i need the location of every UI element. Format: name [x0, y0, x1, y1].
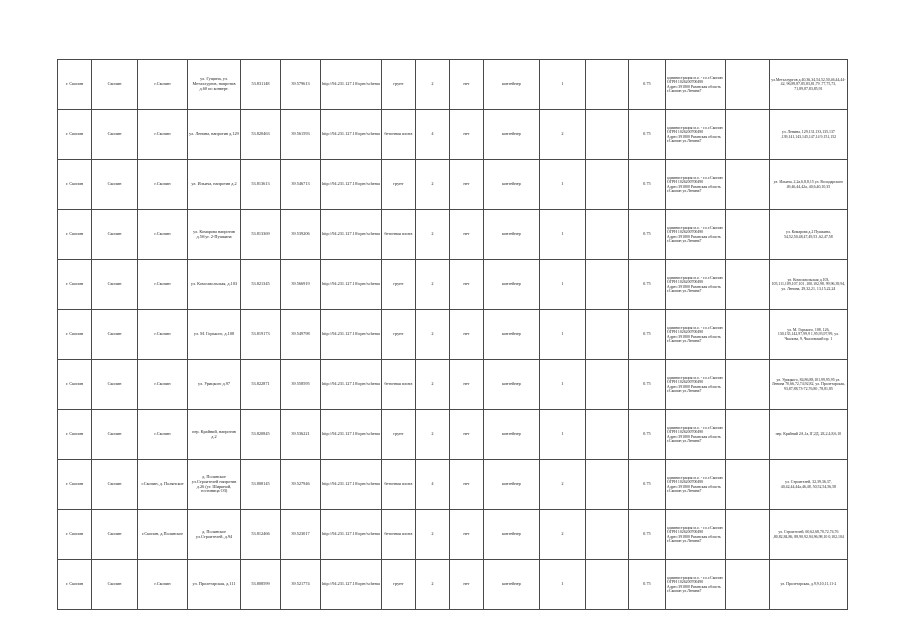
address-cell: д. Полянское ул.Строителей, д.94	[188, 510, 241, 560]
area-cell: 2	[415, 60, 449, 110]
address-cell: ул. Пролетарская, д.111	[188, 560, 241, 610]
container-type-cell: контейнер	[483, 410, 539, 460]
empty-cell-2	[725, 110, 769, 160]
empty-cell	[585, 360, 628, 410]
owner-cell: администрация м.о. - г.о.г.Скопин ОГРН 1026200700490 Адрес:391800 Рязанская область г.Скопин ул.Ленина7	[665, 60, 725, 110]
canopy-cell: нет	[449, 260, 483, 310]
area-cell: 2	[415, 260, 449, 310]
surface-cell: бетонная плита	[381, 460, 415, 510]
empty-cell-2	[725, 510, 769, 560]
empty-cell	[585, 510, 628, 560]
area-cell: 2	[415, 510, 449, 560]
empty-cell	[585, 60, 628, 110]
district-cell: г. Скопин	[58, 60, 92, 110]
longitude-cell: 39.536221	[281, 410, 321, 460]
area-cell: 4	[415, 460, 449, 510]
locality-cell: г.Скопин	[138, 260, 188, 310]
volume-cell: 0.75	[628, 60, 665, 110]
empty-cell	[585, 110, 628, 160]
empty-cell-2	[725, 360, 769, 410]
container-count-cell: 1	[539, 360, 585, 410]
table-row	[58, 260, 848, 310]
empty-cell-2	[725, 410, 769, 460]
surface-cell: бетонная плита	[381, 360, 415, 410]
longitude-cell: 39.523017	[281, 510, 321, 560]
map-link-cell: http://94.231.127.10/oper/schema	[321, 210, 382, 260]
container-type-cell: контейнер	[483, 60, 539, 110]
address-cell: ул. Комарова напротив д.5б/уг. 2-Пушкина	[188, 210, 241, 260]
container-count-cell: 2	[539, 110, 585, 160]
table-row	[58, 560, 848, 610]
served-objects-cell: ул. М. Горького, 108, 126, 130,135,142,97,99,9 1,95,93,97,99, ул. Чкалова, 9, Чкаловский пр. 1	[769, 310, 847, 360]
longitude-cell: 39.546713	[281, 160, 321, 210]
area-cell: 2	[415, 210, 449, 260]
served-objects-cell: ул. Ленина, 129,131,133,135,137 ,139,141,143,145,147,14 9,151,152	[769, 110, 847, 160]
volume-cell: 0.75	[628, 260, 665, 310]
address-cell: пер. Крайний, напротив д.2	[188, 410, 241, 460]
table-body	[58, 60, 848, 610]
area-cell: 2	[415, 160, 449, 210]
owner-cell: администрация м.о. - г.о.г.Скопин ОГРН 1026200700490 Адрес:391800 Рязанская область г.Скопин ул.Ленина7	[665, 410, 725, 460]
area-cell: 2	[415, 560, 449, 610]
settlement-cell: Скопин	[92, 110, 138, 160]
container-count-cell: 1	[539, 410, 585, 460]
served-objects-cell: ул. Ильича, 2,2а,6,8,8,15 ул. Володарского 49,46,44,42а, 40,6,40,10,35	[769, 160, 847, 210]
settlement-cell: Скопин	[92, 460, 138, 510]
longitude-cell: 39.566919	[281, 260, 321, 310]
canopy-cell: нет	[449, 460, 483, 510]
owner-cell: администрация м.о. - г.о.г.Скопин ОГРН 1026200700490 Адрес:391800 Рязанская область г.Скопин ул.Ленина7	[665, 160, 725, 210]
empty-cell-2	[725, 210, 769, 260]
locality-cell: г.Скопин	[138, 60, 188, 110]
container-count-cell: 1	[539, 160, 585, 210]
empty-cell	[585, 210, 628, 260]
address-cell: ул. М. Горького, д.108	[188, 310, 241, 360]
latitude-cell: 53.820845	[241, 410, 281, 460]
surface-cell: грунт	[381, 410, 415, 460]
canopy-cell: нет	[449, 110, 483, 160]
locality-cell: г.Скопин	[138, 310, 188, 360]
area-cell: 2	[415, 310, 449, 360]
latitude-cell: 53.822871	[241, 360, 281, 410]
district-cell: г. Скопин	[58, 160, 92, 210]
owner-cell: администрация м.о. - г.о.г.Скопин ОГРН 1026200700490 Адрес:391800 Рязанская область г.Скопин ул.Ленина7	[665, 310, 725, 360]
container-count-cell: 1	[539, 310, 585, 360]
latitude-cell: 53.820463	[241, 110, 281, 160]
longitude-cell: 39.561593	[281, 110, 321, 160]
table-row	[58, 60, 848, 110]
locality-cell: г.Скопин, д. Полянское	[138, 460, 188, 510]
container-type-cell: контейнер	[483, 460, 539, 510]
empty-cell	[585, 410, 628, 460]
surface-cell: бетонная плита	[381, 110, 415, 160]
volume-cell: 0.75	[628, 210, 665, 260]
map-link-cell: http://94.231.127.10/oper/schema	[321, 60, 382, 110]
settlement-cell: Скопин	[92, 160, 138, 210]
surface-cell: грунт	[381, 60, 415, 110]
canopy-cell: нет	[449, 310, 483, 360]
owner-cell: администрация м.о. - г.о.г.Скопин ОГРН 1026200700490 Адрес:391800 Рязанская область г.Скопин ул.Ленина7	[665, 560, 725, 610]
owner-cell: администрация м.о. - г.о.г.Скопин ОГРН 1026200700490 Адрес:391800 Рязанская область г.Скопин ул.Ленина7	[665, 210, 725, 260]
owner-cell: администрация м.о. - г.о.г.Скопин ОГРН 1026200700490 Адрес:391800 Рязанская область г.Скопин ул.Ленина7	[665, 460, 725, 510]
map-link-cell: http://94.231.127.10/oper/schema	[321, 260, 382, 310]
empty-cell-2	[725, 460, 769, 510]
district-cell: г. Скопин	[58, 110, 92, 160]
container-type-cell: контейнер	[483, 510, 539, 560]
longitude-cell: 39.527946	[281, 460, 321, 510]
volume-cell: 0.75	[628, 310, 665, 360]
canopy-cell: нет	[449, 360, 483, 410]
canopy-cell: нет	[449, 60, 483, 110]
served-objects-cell: ул. Строителей, 60,62,68,70,72,74,76 ,80,82,84,86, 88,90,92,94,96,98,10 0,102,104	[769, 510, 847, 560]
empty-cell	[585, 310, 628, 360]
district-cell: г. Скопин	[58, 510, 92, 560]
served-objects-cell: ул. Пролетарская, д.9,9,10,11,11-2	[769, 560, 847, 610]
map-link-cell: http://94.231.127.10/oper/schema	[321, 360, 382, 410]
locality-cell: г.Скопин	[138, 410, 188, 460]
locality-cell: г.Скопин	[138, 160, 188, 210]
table-row	[58, 460, 848, 510]
table-row	[58, 210, 848, 260]
district-cell: г. Скопин	[58, 260, 92, 310]
served-objects-cell: ул. Комарова д.2 Пушкина, 54,52,50,48,47,49,53 ,62,47,58	[769, 210, 847, 260]
owner-cell: администрация м.о. - г.о.г.Скопин ОГРН 1026200700490 Адрес:391800 Рязанская область г.Скопин ул.Ленина7	[665, 260, 725, 310]
volume-cell: 0.75	[628, 110, 665, 160]
locality-cell: г.Скопин, д.Полянское	[138, 510, 188, 560]
table-row	[58, 110, 848, 160]
area-cell: 2	[415, 360, 449, 410]
surface-cell: бетонная плита	[381, 510, 415, 560]
settlement-cell: Скопин	[92, 560, 138, 610]
empty-cell-2	[725, 160, 769, 210]
canopy-cell: нет	[449, 160, 483, 210]
locality-cell: г.Скопин	[138, 560, 188, 610]
district-cell: г. Скопин	[58, 410, 92, 460]
longitude-cell: 39.549798	[281, 310, 321, 360]
container-count-cell: 1	[539, 210, 585, 260]
district-cell: г. Скопин	[58, 210, 92, 260]
district-cell: г. Скопин	[58, 460, 92, 510]
canopy-cell: нет	[449, 210, 483, 260]
empty-cell	[585, 560, 628, 610]
owner-cell: администрация м.о. - г.о.г.Скопин ОГРН 1026200700490 Адрес:391800 Рязанская область г.Скопин ул.Ленина7	[665, 360, 725, 410]
map-link-cell: http://94.231.127.10/oper/schema	[321, 560, 382, 610]
served-objects-cell: пер. Крайний 2А,1а,1Г,2Д, 2Б,2,4,8,6,10	[769, 410, 847, 460]
address-cell: ул. Урицкого д.97	[188, 360, 241, 410]
settlement-cell: Скопин	[92, 410, 138, 460]
surface-cell: грунт	[381, 310, 415, 360]
settlement-cell: Скопин	[92, 60, 138, 110]
surface-cell: грунт	[381, 260, 415, 310]
container-type-cell: контейнер	[483, 160, 539, 210]
latitude-cell: 53.819173	[241, 310, 281, 360]
empty-cell	[585, 460, 628, 510]
container-type-cell: контейнер	[483, 210, 539, 260]
map-link-cell: http://94.231.127.10/oper/schema	[321, 160, 382, 210]
canopy-cell: нет	[449, 560, 483, 610]
empty-cell-2	[725, 310, 769, 360]
volume-cell: 0.75	[628, 460, 665, 510]
area-cell: 4	[415, 110, 449, 160]
owner-cell: администрация м.о. - г.о.г.Скопин ОГРН 1026200700490 Адрес:391800 Рязанская область г.Скопин ул.Ленина7	[665, 510, 725, 560]
surface-cell: грунт	[381, 560, 415, 610]
address-cell: ул. Гущина, ул. Металлургов, напротив д.60 по конверт.	[188, 60, 241, 110]
latitude-cell: 53.831148	[241, 60, 281, 110]
served-objects-cell: ул. Комсомольская д.103, 105,111,109,107,101 ,100,102,98, 99,96,39,94, ул. Ленина, 29,32,21, 13,15,22,24	[769, 260, 847, 310]
latitude-cell: 53.808145	[241, 460, 281, 510]
settlement-cell: Скопин	[92, 310, 138, 360]
empty-cell-2	[725, 260, 769, 310]
map-link-cell: http://94.231.127.10/oper/schema	[321, 510, 382, 560]
registry-table	[57, 59, 848, 610]
container-type-cell: контейнер	[483, 110, 539, 160]
volume-cell: 0.75	[628, 160, 665, 210]
locality-cell: г.Скопин	[138, 210, 188, 260]
empty-cell-2	[725, 60, 769, 110]
volume-cell: 0.75	[628, 410, 665, 460]
container-type-cell: контейнер	[483, 310, 539, 360]
longitude-cell: 39.558595	[281, 360, 321, 410]
map-link-cell: http://94.231.127.10/oper/schema	[321, 310, 382, 360]
surface-cell: бетонная плита	[381, 210, 415, 260]
served-objects-cell: ул. Строителей, 32,39,36,37, 40,42,44,44а,46,48, 50,52,54,56,58	[769, 460, 847, 510]
district-cell: г. Скопин	[58, 360, 92, 410]
address-cell: д. Полянское ул.Строителей напротив д.26 (уг. Шириной, гостиница ОЗ)	[188, 460, 241, 510]
settlement-cell: Скопин	[92, 510, 138, 560]
container-count-cell: 1	[539, 560, 585, 610]
latitude-cell: 53.808599	[241, 560, 281, 610]
longitude-cell: 39.521774	[281, 560, 321, 610]
settlement-cell: Скопин	[92, 210, 138, 260]
district-cell: г. Скопин	[58, 560, 92, 610]
empty-cell	[585, 260, 628, 310]
latitude-cell: 53.812466	[241, 510, 281, 560]
settlement-cell: Скопин	[92, 360, 138, 410]
container-type-cell: контейнер	[483, 560, 539, 610]
latitude-cell: 53.821345	[241, 260, 281, 310]
volume-cell: 0.75	[628, 560, 665, 610]
owner-cell: администрация м.о. - г.о.г.Скопин ОГРН 1026200700490 Адрес:391800 Рязанская область г.Скопин ул.Ленина7	[665, 110, 725, 160]
area-cell: 2	[415, 410, 449, 460]
served-objects-cell: ул.Металлургов д.40,36,34,54,52,50,46,44,44-42, 96,89,87,85,83,81,79 ,77,75,73, 71,89,87,83,85,91	[769, 60, 847, 110]
table-row	[58, 310, 848, 360]
container-type-cell: контейнер	[483, 360, 539, 410]
locality-cell: г.Скопин	[138, 110, 188, 160]
map-link-cell: http://94.231.127.10/oper/schema	[321, 460, 382, 510]
container-count-cell: 2	[539, 460, 585, 510]
container-count-cell: 1	[539, 60, 585, 110]
map-link-cell: http://94.231.127.10/oper/schema	[321, 110, 382, 160]
empty-cell	[585, 160, 628, 210]
volume-cell: 0.75	[628, 360, 665, 410]
settlement-cell: Скопин	[92, 260, 138, 310]
address-cell: ул. Комсомольская, д.103	[188, 260, 241, 310]
locality-cell: г.Скопин	[138, 360, 188, 410]
container-count-cell: 1	[539, 260, 585, 310]
surface-cell: грунт	[381, 160, 415, 210]
table-row	[58, 510, 848, 560]
volume-cell: 0.75	[628, 510, 665, 560]
table-row	[58, 410, 848, 460]
container-count-cell: 2	[539, 510, 585, 560]
table-row	[58, 160, 848, 210]
latitude-cell: 53.813369	[241, 210, 281, 260]
canopy-cell: нет	[449, 510, 483, 560]
empty-cell-2	[725, 560, 769, 610]
table-row	[58, 360, 848, 410]
map-link-cell: http://94.231.127.10/oper/schema	[321, 410, 382, 460]
longitude-cell: 39.539206	[281, 210, 321, 260]
longitude-cell: 39.579613	[281, 60, 321, 110]
district-cell: г. Скопин	[58, 310, 92, 360]
latitude-cell: 53.813613	[241, 160, 281, 210]
address-cell: ул. Ильича, напротив д.2	[188, 160, 241, 210]
address-cell: ул. Ленина, напротив д.129	[188, 110, 241, 160]
canopy-cell: нет	[449, 410, 483, 460]
served-objects-cell: ул. Урицкого, 84,86,88,101,99,95,95 ул. Ленина 70,66,72,74,92,82, ул. Пролетарская, 93,87,88,73-72,76,80 ,78,81,85	[769, 360, 847, 410]
container-type-cell: контейнер	[483, 260, 539, 310]
